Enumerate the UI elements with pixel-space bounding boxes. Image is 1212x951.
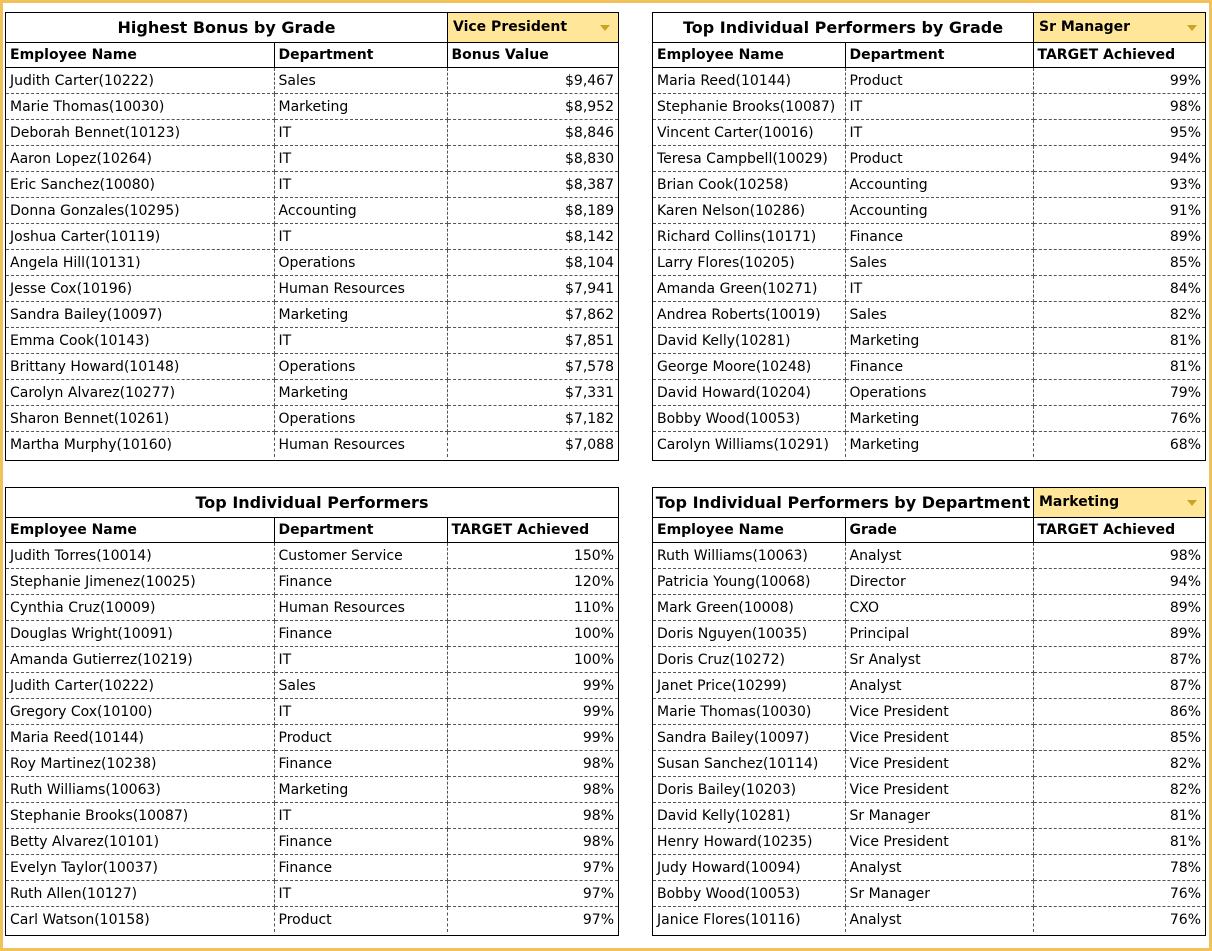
table-row [653, 907, 1205, 933]
table-row [653, 881, 1205, 907]
table-row [6, 647, 618, 673]
cell-value: 85% [1033, 725, 1205, 751]
cell-category: Finance [274, 829, 447, 855]
cell-category: Sales [274, 68, 447, 94]
table-row [653, 751, 1205, 777]
cell-employee-name: Karen Nelson(10286) [653, 198, 845, 224]
cell-category: IT [274, 699, 447, 725]
column-header: Bonus Value [447, 42, 618, 68]
table-row [653, 621, 1205, 647]
table-header [6, 42, 618, 68]
cell-value: 98% [447, 829, 618, 855]
panel-title: Highest Bonus by Grade [117, 18, 336, 37]
cell-value: 97% [447, 855, 618, 881]
table-row [653, 198, 1205, 224]
cell-value: 100% [447, 647, 618, 673]
table-row [653, 68, 1205, 94]
cell-category: Human Resources [274, 276, 447, 302]
cell-value: 95% [1033, 120, 1205, 146]
cell-employee-name: Douglas Wright(10091) [6, 621, 274, 647]
cell-employee-name: Joshua Carter(10119) [6, 224, 274, 250]
cell-category: Product [274, 725, 447, 751]
cell-employee-name: Cynthia Cruz(10009) [6, 595, 274, 621]
cell-value: 82% [1033, 751, 1205, 777]
table-row [653, 302, 1205, 328]
cell-value: $7,578 [447, 354, 618, 380]
cell-employee-name: Judy Howard(10094) [653, 855, 845, 881]
chevron-down-icon[interactable] [1187, 500, 1197, 506]
cell-employee-name: Judith Torres(10014) [6, 543, 274, 569]
cell-employee-name: Bobby Wood(10053) [653, 406, 845, 432]
table-row [653, 595, 1205, 621]
table-row [653, 120, 1205, 146]
panel-performers-by-grade [652, 12, 1206, 461]
cell-value: 76% [1033, 406, 1205, 432]
cell-employee-name: Marie Thomas(10030) [653, 699, 845, 725]
cell-employee-name: Roy Martinez(10238) [6, 751, 274, 777]
cell-category: Finance [274, 569, 447, 595]
cell-category: CXO [845, 595, 1033, 621]
table-row [6, 302, 618, 328]
cell-category: Sales [845, 250, 1033, 276]
column-header: TARGET Achieved [1033, 42, 1205, 68]
cell-value: 98% [447, 751, 618, 777]
panel-title: Top Individual Performers by Department [655, 493, 1031, 512]
table-row [653, 855, 1205, 881]
cell-category: Product [845, 68, 1033, 94]
cell-value: 98% [447, 803, 618, 829]
department-filter-value: Marketing [1039, 494, 1120, 510]
cell-category: Principal [845, 621, 1033, 647]
cell-value: 99% [447, 673, 618, 699]
cell-value: 99% [1033, 68, 1205, 94]
table-header [6, 517, 618, 543]
cell-employee-name: Jesse Cox(10196) [6, 276, 274, 302]
cell-value: 93% [1033, 172, 1205, 198]
cell-category: Product [274, 907, 447, 933]
table-row [653, 432, 1205, 458]
cell-employee-name: David Kelly(10281) [653, 803, 845, 829]
cell-value: $8,846 [447, 120, 618, 146]
cell-employee-name: Ruth Allen(10127) [6, 881, 274, 907]
cell-employee-name: Richard Collins(10171) [653, 224, 845, 250]
panel-title-row [6, 488, 618, 518]
cell-value: 81% [1033, 829, 1205, 855]
table-row [6, 725, 618, 751]
cell-value: $9,467 [447, 68, 618, 94]
table-row [6, 829, 618, 855]
cell-category: Vice President [845, 829, 1033, 855]
cell-value: 82% [1033, 777, 1205, 803]
cell-employee-name: Emma Cook(10143) [6, 328, 274, 354]
cell-employee-name: Mark Green(10008) [653, 595, 845, 621]
table-row [653, 380, 1205, 406]
cell-category: Finance [274, 621, 447, 647]
cell-category: Analyst [845, 855, 1033, 881]
cell-category: Human Resources [274, 595, 447, 621]
cell-value: 99% [447, 725, 618, 751]
cell-category: Product [845, 146, 1033, 172]
cell-category: Operations [274, 406, 447, 432]
cell-employee-name: Carl Watson(10158) [6, 907, 274, 933]
grade-filter-value: Sr Manager [1039, 19, 1131, 35]
cell-category: IT [845, 276, 1033, 302]
column-header: Employee Name [653, 517, 845, 543]
cell-value: $8,830 [447, 146, 618, 172]
column-header: Grade [845, 517, 1033, 543]
cell-category: Sales [845, 302, 1033, 328]
table-row [6, 673, 618, 699]
table-row [6, 543, 618, 569]
cell-employee-name: Deborah Bennet(10123) [6, 120, 274, 146]
grade-filter-value: Vice President [453, 19, 568, 35]
cell-value: 84% [1033, 276, 1205, 302]
cell-value: 81% [1033, 354, 1205, 380]
cell-category: IT [274, 803, 447, 829]
table-row [6, 751, 618, 777]
cell-value: 87% [1033, 647, 1205, 673]
cell-category: IT [274, 146, 447, 172]
table-row [6, 172, 618, 198]
cell-category: IT [274, 224, 447, 250]
cell-category: Sr Manager [845, 803, 1033, 829]
cell-category: Accounting [274, 198, 447, 224]
cell-employee-name: Brian Cook(10258) [653, 172, 845, 198]
cell-employee-name: Carolyn Alvarez(10277) [6, 380, 274, 406]
cell-category: IT [274, 172, 447, 198]
panel-title: Top Individual Performers [195, 493, 429, 512]
table-row [6, 699, 618, 725]
cell-employee-name: Sandra Bailey(10097) [6, 302, 274, 328]
cell-employee-name: Larry Flores(10205) [653, 250, 845, 276]
cell-category: Vice President [845, 751, 1033, 777]
table-row [653, 328, 1205, 354]
cell-employee-name: Carolyn Williams(10291) [653, 432, 845, 458]
chevron-down-icon[interactable] [600, 25, 610, 31]
cell-category: IT [274, 120, 447, 146]
cell-category: Sr Analyst [845, 647, 1033, 673]
cell-value: 89% [1033, 621, 1205, 647]
panel-performers-by-department [652, 487, 1206, 936]
table-row [653, 146, 1205, 172]
table-header [653, 42, 1205, 68]
cell-value: 85% [1033, 250, 1205, 276]
cell-employee-name: Doris Nguyen(10035) [653, 621, 845, 647]
cell-employee-name: Eric Sanchez(10080) [6, 172, 274, 198]
cell-category: Analyst [845, 673, 1033, 699]
cell-value: $7,331 [447, 380, 618, 406]
cell-value: 98% [447, 777, 618, 803]
cell-value: $8,189 [447, 198, 618, 224]
grade-performers-table [653, 42, 1205, 457]
cell-employee-name: Brittany Howard(10148) [6, 354, 274, 380]
cell-employee-name: Gregory Cox(10100) [6, 699, 274, 725]
cell-value: 79% [1033, 380, 1205, 406]
cell-employee-name: Donna Gonzales(10295) [6, 198, 274, 224]
table-row [6, 595, 618, 621]
column-header: Department [845, 42, 1033, 68]
top-performers-table [6, 517, 618, 932]
department-performers-table [653, 517, 1205, 932]
table-row [653, 829, 1205, 855]
cell-category: Finance [274, 751, 447, 777]
cell-category: Sales [274, 673, 447, 699]
table-row [6, 250, 618, 276]
table-row [653, 250, 1205, 276]
cell-category: IT [274, 881, 447, 907]
table-row [653, 94, 1205, 120]
cell-employee-name: Janice Flores(10116) [653, 907, 845, 933]
grade-filter-dropdown[interactable] [1033, 13, 1205, 42]
column-header: Employee Name [6, 42, 274, 68]
department-filter-dropdown[interactable] [1033, 488, 1205, 517]
cell-value: 110% [447, 595, 618, 621]
cell-category: Marketing [274, 380, 447, 406]
table-row [653, 777, 1205, 803]
cell-employee-name: Amanda Gutierrez(10219) [6, 647, 274, 673]
cell-value: 91% [1033, 198, 1205, 224]
cell-category: Finance [845, 354, 1033, 380]
table-row [6, 406, 618, 432]
panel-top-performers [5, 487, 619, 936]
cell-employee-name: Henry Howard(10235) [653, 829, 845, 855]
table-row [653, 354, 1205, 380]
panel-title: Top Individual Performers by Grade [682, 18, 1004, 37]
cell-value: $7,862 [447, 302, 618, 328]
cell-value: 98% [1033, 543, 1205, 569]
column-header: Employee Name [6, 517, 274, 543]
cell-category: Vice President [845, 777, 1033, 803]
panel-highest-bonus [5, 12, 619, 461]
table-row [653, 803, 1205, 829]
cell-value: 89% [1033, 224, 1205, 250]
cell-category: IT [845, 120, 1033, 146]
cell-value: $7,088 [565, 436, 614, 453]
cell-employee-name: Susan Sanchez(10114) [653, 751, 845, 777]
table-row [6, 855, 618, 881]
table-row [653, 276, 1205, 302]
cell-category: Accounting [845, 172, 1033, 198]
chevron-down-icon[interactable] [1187, 25, 1197, 31]
cell-employee-name: Aaron Lopez(10264) [6, 146, 274, 172]
cell-employee-name: Teresa Campbell(10029) [653, 146, 845, 172]
cell-employee-name: Betty Alvarez(10101) [6, 829, 274, 855]
cell-value: $8,952 [447, 94, 618, 120]
bonus-table [6, 42, 618, 457]
cell-employee-name: Martha Murphy(10160) [6, 432, 274, 458]
table-row [653, 699, 1205, 725]
cell-employee-name: Andrea Roberts(10019) [653, 302, 845, 328]
cell-category: Operations [274, 250, 447, 276]
cell-value: 82% [1033, 302, 1205, 328]
table-row [653, 725, 1205, 751]
cell-employee-name: Stephanie Jimenez(10025) [6, 569, 274, 595]
grade-filter-dropdown[interactable] [447, 13, 618, 42]
cell-employee-name: Sharon Bennet(10261) [6, 406, 274, 432]
cell-employee-name: Ruth Williams(10063) [6, 777, 274, 803]
table-row [6, 432, 618, 458]
cell-value: 89% [1033, 595, 1205, 621]
table-row [6, 569, 618, 595]
cell-category: Marketing [845, 406, 1033, 432]
cell-category: Analyst [845, 907, 1033, 933]
cell-employee-name: Maria Reed(10144) [6, 725, 274, 751]
table-row [6, 146, 618, 172]
table-row [653, 172, 1205, 198]
column-header: Employee Name [653, 42, 845, 68]
cell-category: Accounting [845, 198, 1033, 224]
table-row [653, 543, 1205, 569]
cell-value: $7,941 [447, 276, 618, 302]
cell-employee-name: Stephanie Brooks(10087) [6, 803, 274, 829]
column-header: TARGET Achieved [447, 517, 618, 543]
table-row [6, 120, 618, 146]
cell-employee-name: David Howard(10204) [653, 380, 845, 406]
table-row [6, 354, 618, 380]
cell-employee-name: Patricia Young(10068) [653, 569, 845, 595]
table-row [653, 406, 1205, 432]
cell-value: 94% [1033, 569, 1205, 595]
cell-employee-name: Ruth Williams(10063) [653, 543, 845, 569]
table-row [6, 328, 618, 354]
cell-category: Customer Service [274, 543, 447, 569]
column-header: Department [274, 517, 447, 543]
cell-value: 94% [1033, 146, 1205, 172]
table-row [6, 68, 618, 94]
cell-category: Finance [845, 224, 1033, 250]
cell-value: $8,142 [447, 224, 618, 250]
cell-employee-name: Bobby Wood(10053) [653, 881, 845, 907]
cell-category: IT [845, 94, 1033, 120]
cell-category: Human Resources [274, 432, 447, 458]
cell-employee-name: Amanda Green(10271) [653, 276, 845, 302]
cell-employee-name: Judith Carter(10222) [6, 68, 274, 94]
cell-value: 78% [1033, 855, 1205, 881]
cell-category: Vice President [845, 725, 1033, 751]
table-row [6, 777, 618, 803]
table-row [6, 198, 618, 224]
cell-category: Operations [845, 380, 1033, 406]
table-row [6, 224, 618, 250]
cell-category: IT [274, 328, 447, 354]
cell-employee-name: Doris Cruz(10272) [653, 647, 845, 673]
cell-value: 76% [1033, 881, 1205, 907]
cell-employee-name: Evelyn Taylor(10037) [6, 855, 274, 881]
cell-employee-name: Vincent Carter(10016) [653, 120, 845, 146]
cell-employee-name: David Kelly(10281) [653, 328, 845, 354]
cell-employee-name: Maria Reed(10144) [653, 68, 845, 94]
table-row [6, 907, 618, 933]
table-row [6, 380, 618, 406]
table-row [6, 621, 618, 647]
column-header: Department [274, 42, 447, 68]
cell-value: 76% [1169, 911, 1201, 928]
column-header: TARGET Achieved [1033, 517, 1205, 543]
cell-value: $8,104 [447, 250, 618, 276]
cell-employee-name: Sandra Bailey(10097) [653, 725, 845, 751]
cell-category: Director [845, 569, 1033, 595]
cell-employee-name: Janet Price(10299) [653, 673, 845, 699]
cell-value: 81% [1033, 803, 1205, 829]
cell-value: 97% [447, 881, 618, 907]
cell-value: $8,387 [447, 172, 618, 198]
table-row [6, 94, 618, 120]
cell-value: 150% [447, 543, 618, 569]
cell-category: Finance [274, 855, 447, 881]
cell-employee-name: George Moore(10248) [653, 354, 845, 380]
table-row [6, 803, 618, 829]
cell-category: Marketing [274, 94, 447, 120]
cell-employee-name: Stephanie Brooks(10087) [653, 94, 845, 120]
cell-value: 81% [1033, 328, 1205, 354]
cell-value: 86% [1033, 699, 1205, 725]
table-row [653, 673, 1205, 699]
cell-value: 120% [447, 569, 618, 595]
cell-category: IT [274, 647, 447, 673]
cell-category: Marketing [845, 328, 1033, 354]
table-row [6, 881, 618, 907]
cell-value: 97% [582, 911, 614, 928]
cell-value: 68% [1169, 436, 1201, 453]
cell-category: Marketing [274, 777, 447, 803]
cell-category: Marketing [845, 432, 1033, 458]
cell-category: Operations [274, 354, 447, 380]
table-row [653, 569, 1205, 595]
cell-category: Marketing [274, 302, 447, 328]
cell-category: Sr Manager [845, 881, 1033, 907]
cell-value: 98% [1033, 94, 1205, 120]
cell-category: Vice President [845, 699, 1033, 725]
cell-employee-name: Marie Thomas(10030) [6, 94, 274, 120]
cell-value: 100% [447, 621, 618, 647]
cell-employee-name: Judith Carter(10222) [6, 673, 274, 699]
table-row [6, 276, 618, 302]
cell-value: $7,851 [447, 328, 618, 354]
cell-employee-name: Doris Bailey(10203) [653, 777, 845, 803]
panel-title-row [653, 13, 1205, 43]
cell-value: 99% [447, 699, 618, 725]
cell-employee-name: Angela Hill(10131) [6, 250, 274, 276]
table-row [653, 647, 1205, 673]
cell-category: Analyst [845, 543, 1033, 569]
panel-title-row [653, 488, 1205, 518]
table-row [653, 224, 1205, 250]
panel-title-row [6, 13, 618, 43]
table-header [653, 517, 1205, 543]
cell-value: 87% [1033, 673, 1205, 699]
cell-value: $7,182 [447, 406, 618, 432]
